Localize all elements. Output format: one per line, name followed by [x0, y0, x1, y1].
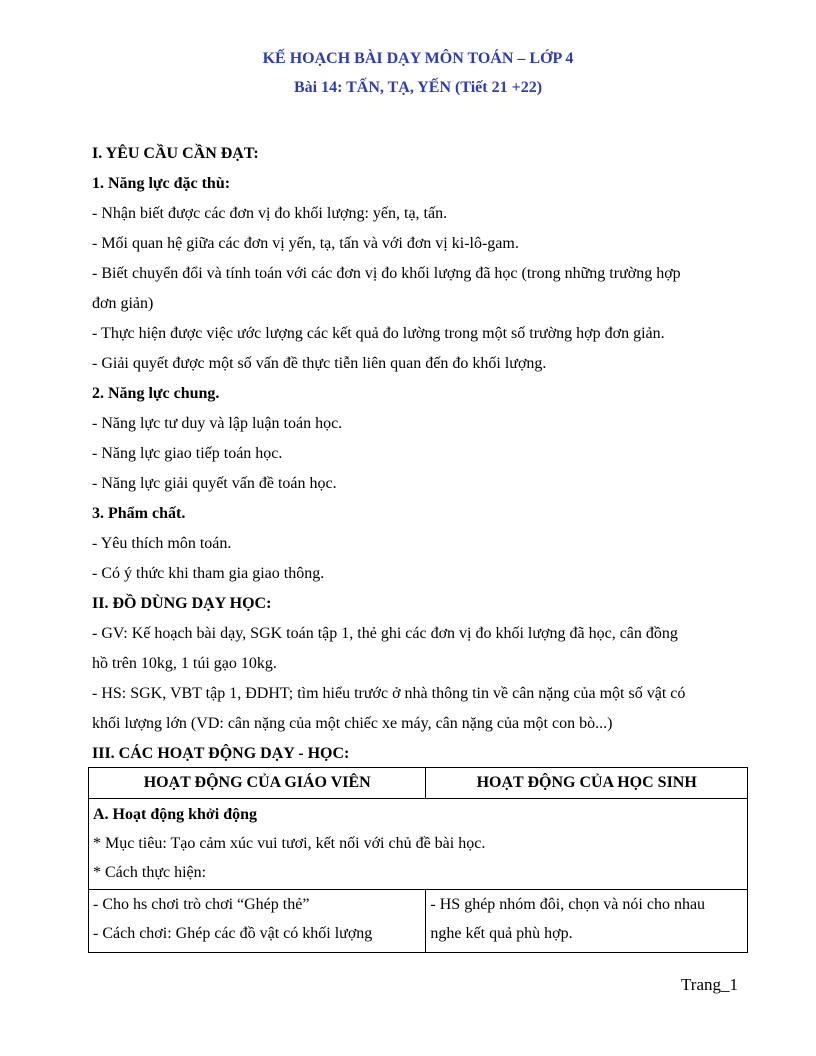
page-number: Trang_1 [681, 975, 738, 994]
table-row [89, 890, 748, 953]
list-item: - Yêu thích môn toán. [92, 535, 232, 552]
teacher-activity-cell [89, 890, 426, 953]
subheading-qualities: 3. Phẩm chất. [92, 505, 186, 522]
activities-table [88, 767, 748, 953]
list-item: đơn giản) [92, 295, 154, 312]
section-heading-materials: II. ĐỒ DÙNG DẠY HỌC: [92, 595, 272, 612]
list-item: - Thực hiện được việc ước lượng các kết quả đo lường trong một số trường hợp đơn giản. [92, 325, 665, 342]
column-header-student: HOẠT ĐỘNG CỦA HỌC SINH [426, 768, 748, 799]
teacher-line: - Cách chơi: Ghép các đồ vật có khối lượng [93, 925, 373, 942]
section-heading-requirements: I. YÊU CẦU CẦN ĐẠT: [92, 145, 259, 162]
list-item: khối lượng lớn (VD: cân nặng của một chiếc xe máy, cân nặng của một con bò...) [92, 715, 613, 732]
subheading-specific-competence: 1. Năng lực đặc thù: [92, 175, 231, 192]
list-item: - Năng lực tư duy và lập luận toán học. [92, 415, 343, 432]
table-header-row [89, 768, 748, 799]
section-a-objective: * Mục tiêu: Tạo cảm xúc vui tươi, kết nối với chủ đề bài học. [93, 835, 486, 852]
document-title: KẾ HOẠCH BÀI DẠY MÔN TOÁN – LỚP 4 [262, 50, 574, 67]
student-line: - HS ghép nhóm đôi, chọn và nói cho nhau [430, 896, 706, 913]
student-activity-cell [426, 890, 748, 953]
list-item: hồ trên 10kg, 1 túi gạo 10kg. [92, 655, 277, 672]
list-item: - GV: Kế hoạch bài dạy, SGK toán tập 1, thẻ ghi các đơn vị đo khối lượng đã học, cân đồng [92, 625, 678, 642]
list-item: - Có ý thức khi tham gia giao thông. [92, 565, 325, 582]
document-body [92, 139, 752, 769]
list-item: - HS: SGK, VBT tập 1, ĐDHT; tìm hiểu trước ở nhà thông tin về cân nặng của một số vật có [92, 685, 686, 702]
column-header-teacher: HOẠT ĐỘNG CỦA GIÁO VIÊN [89, 768, 426, 799]
lesson-subtitle: Bài 14: TẤN, TẠ, YẾN (Tiết 21 +22) [293, 79, 543, 96]
list-item: - Biết chuyển đổi và tính toán với các đơn vị đo khối lượng đã học (trong những trường hợp [92, 265, 681, 282]
list-item: - Mối quan hệ giữa các đơn vị yến, tạ, tấn và với đơn vị ki-lô-gam. [92, 235, 519, 252]
list-item: - Năng lực giao tiếp toán học. [92, 445, 283, 462]
teacher-line: - Cho hs chơi trò chơi “Ghép thẻ” [93, 896, 310, 913]
section-a-cell [89, 799, 748, 890]
section-a-title: A. Hoạt động khởi động [93, 806, 258, 823]
subheading-general-competence: 2. Năng lực chung. [92, 385, 220, 402]
list-item: - Giải quyết được một số vấn đề thực tiễn liên quan đến đo khối lượng. [92, 355, 547, 372]
section-heading-activities: III. CÁC HOẠT ĐỘNG DẠY - HỌC: [92, 745, 350, 762]
list-item: - Năng lực giải quyết vấn đề toán học. [92, 475, 337, 492]
student-line: nghe kết quả phù hợp. [430, 925, 573, 942]
section-a-method: * Cách thực hiện: [93, 864, 207, 881]
list-item: - Nhận biết được các đơn vị đo khối lượng: yến, tạ, tấn. [92, 205, 448, 222]
table-row [89, 799, 748, 890]
